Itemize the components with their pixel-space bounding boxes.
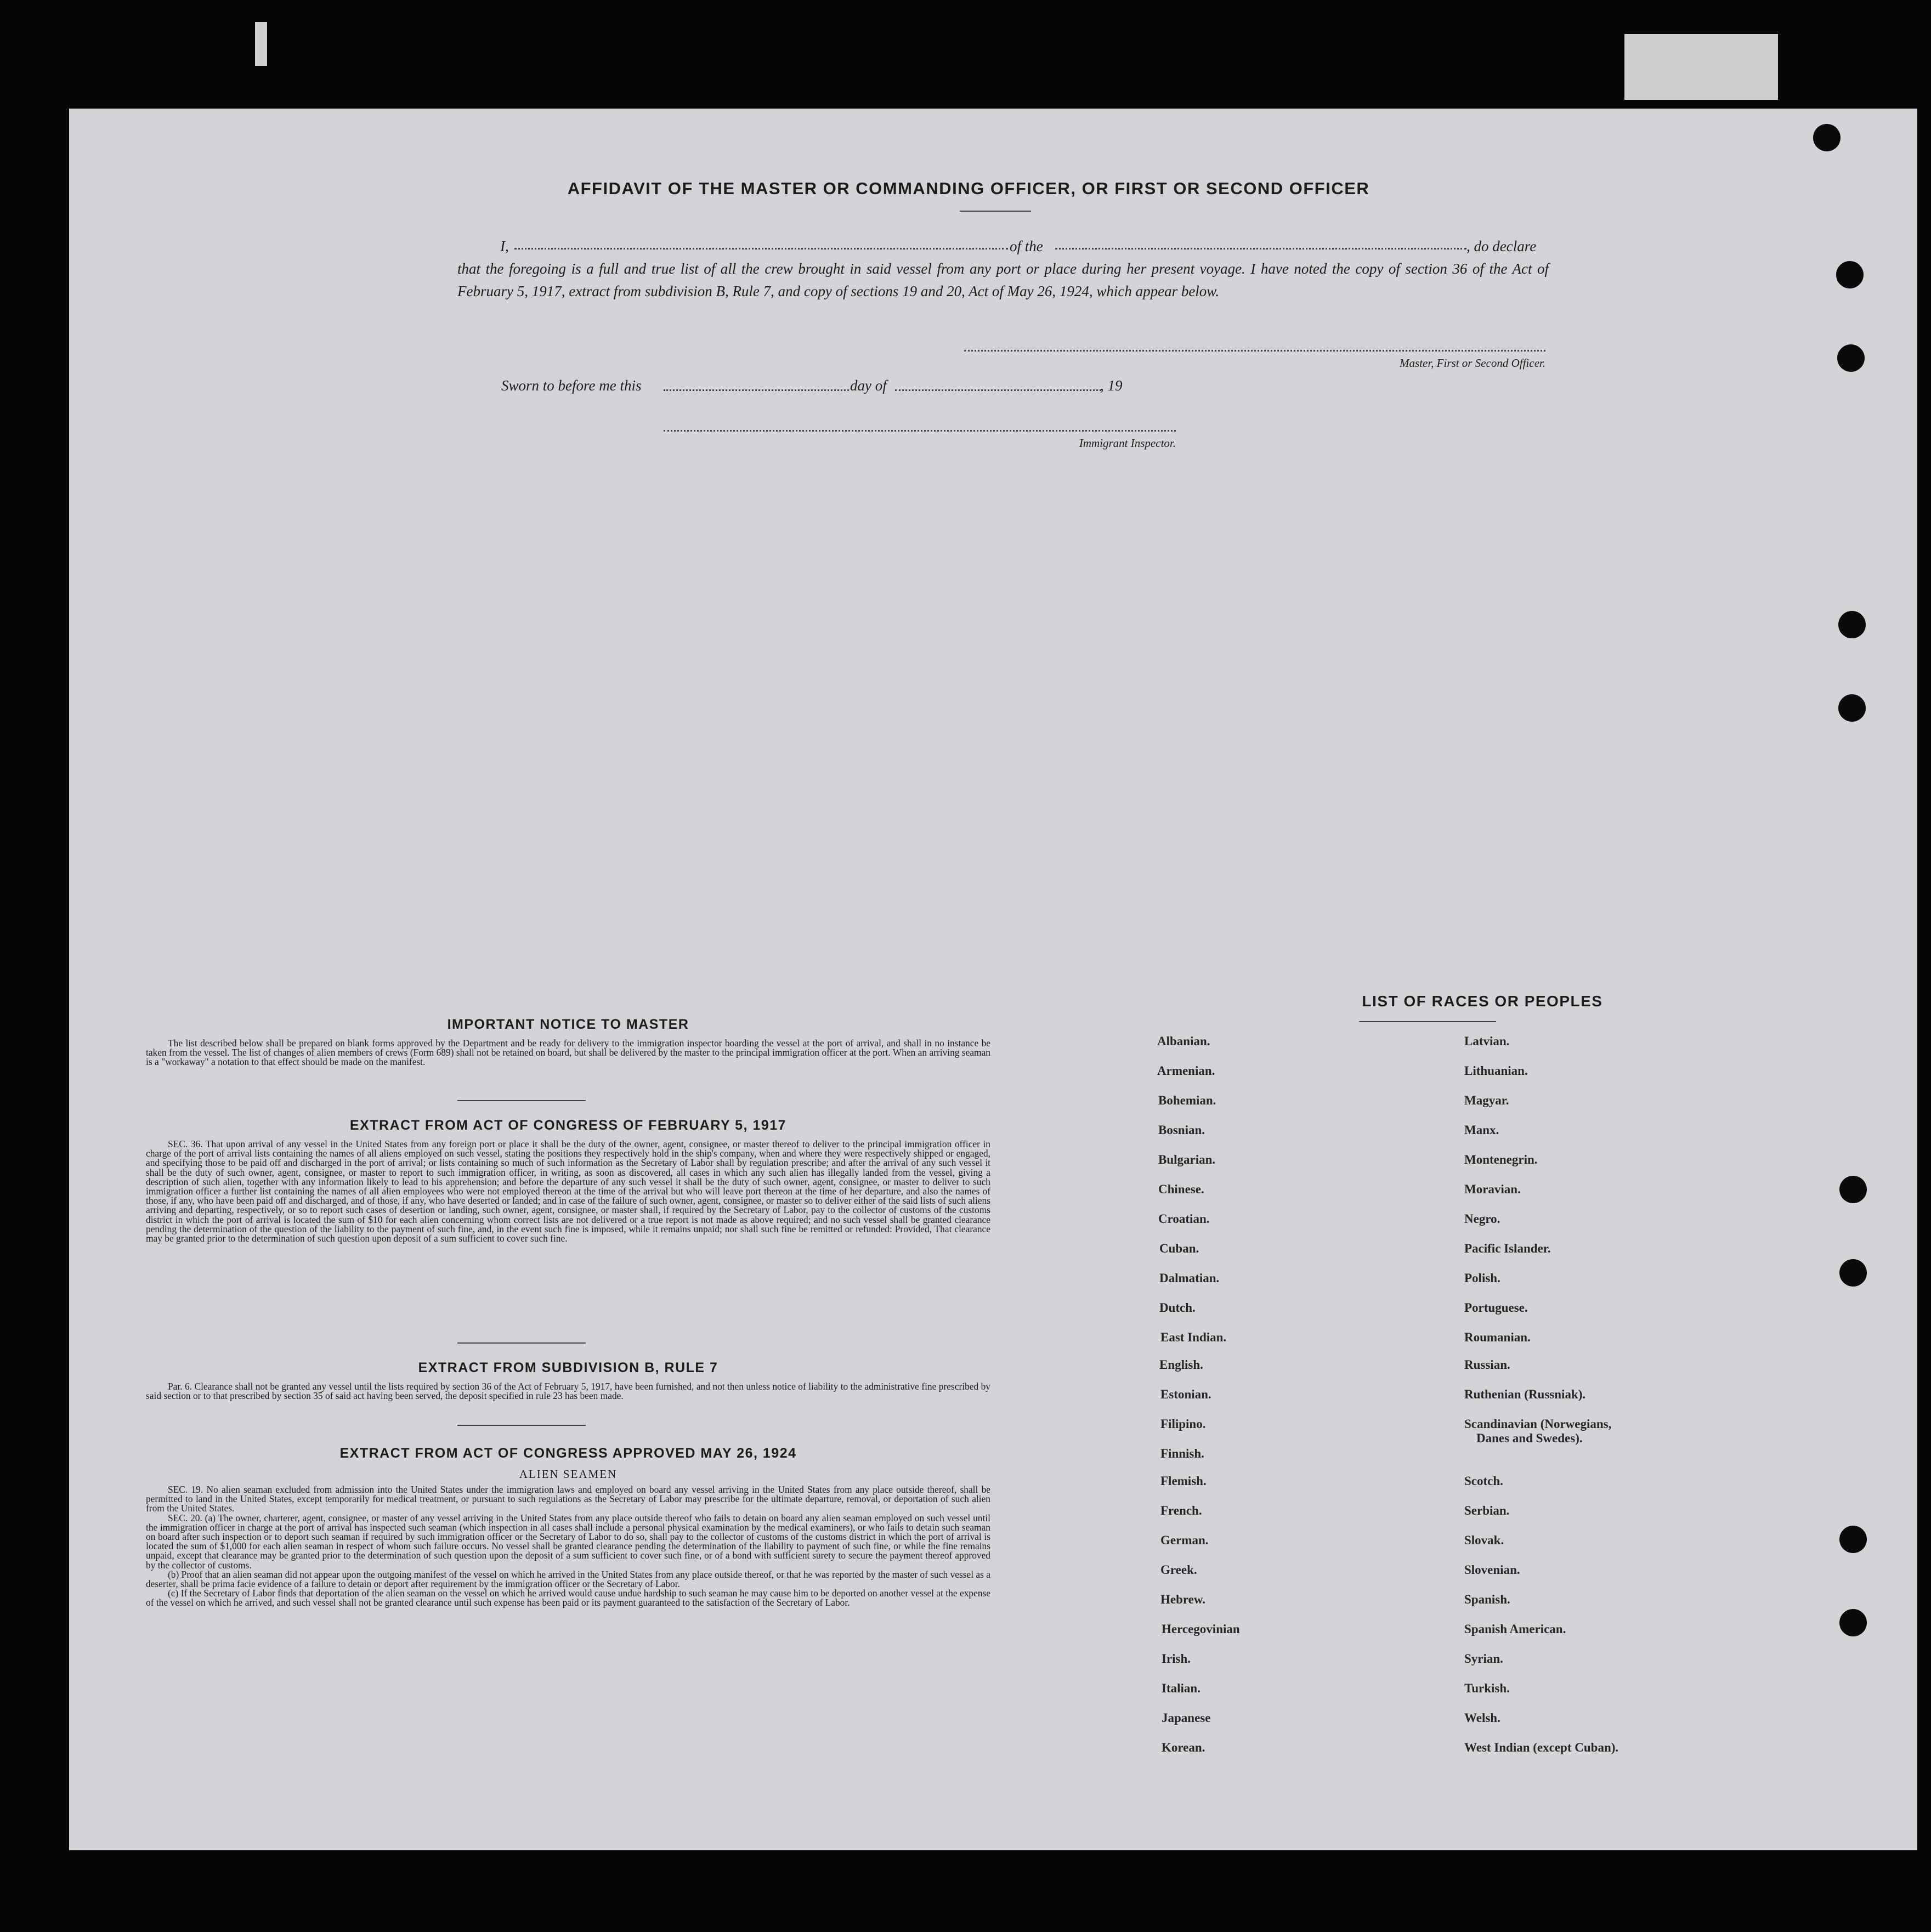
race-right-item: Serbian. bbox=[1464, 1504, 1510, 1517]
year-text: , 19 bbox=[1100, 377, 1123, 394]
race-right-item: Moravian. bbox=[1464, 1182, 1521, 1196]
section-rule bbox=[457, 1425, 586, 1426]
race-right-item: Manx. bbox=[1464, 1123, 1499, 1137]
title-rule bbox=[960, 211, 1031, 212]
race-left-item: English. bbox=[1159, 1358, 1203, 1372]
race-left-item: Dalmatian. bbox=[1159, 1271, 1220, 1285]
race-right-item: Syrian. bbox=[1464, 1652, 1503, 1665]
race-left-item: Hercegovinian bbox=[1162, 1622, 1240, 1636]
section-rule bbox=[457, 1342, 586, 1344]
sec20b-paragraph: (b) Proof that an alien seaman did not appear upon the outgoing manifest of the vessel on which he arrived in the United States from any place outside thereof, or that he was reported by the master of such vessel as a deserter, shall be prima facie evidence of a failure to detain or deport after requirement by the immigration officer or the Secretary of Labor. bbox=[146, 1568, 990, 1590]
notice-title: IMPORTANT NOTICE TO MASTER bbox=[447, 1017, 689, 1032]
punch-hole bbox=[1839, 1259, 1867, 1287]
master-signature-label: Master, First or Second Officer. bbox=[1400, 356, 1545, 370]
race-right-item: Latvian. bbox=[1464, 1034, 1510, 1048]
race-right-item: Slovak. bbox=[1464, 1533, 1504, 1547]
punch-hole bbox=[1837, 344, 1865, 372]
race-left-item: East Indian. bbox=[1160, 1330, 1227, 1344]
notice-body bbox=[146, 1039, 990, 1067]
race-left-item: Hebrew. bbox=[1160, 1593, 1205, 1606]
race-right-item: Spanish American. bbox=[1464, 1622, 1566, 1636]
alien-seamen-subtitle: ALIEN SEAMEN bbox=[519, 1468, 618, 1481]
extract-1917-title: EXTRACT FROM ACT OF CONGRESS OF FEBRUARY 5, 1917 bbox=[349, 1118, 787, 1133]
race-right-item: Spanish. bbox=[1464, 1593, 1510, 1606]
race-left-item: Irish. bbox=[1162, 1652, 1191, 1665]
extract-1924-title: EXTRACT FROM ACT OF CONGRESS APPROVED MAY 26, 1924 bbox=[339, 1446, 797, 1461]
race-left-item: Italian. bbox=[1162, 1681, 1200, 1695]
par6-paragraph: Par. 6. Clearance shall not be granted any vessel until the lists required by section 36 of the Act of February 5, 1917, have been furnished, and not then unless notice of liability to the administrative fine prescribed by said section or to that prescribed by section 35 of said act having been served, the deposit specified in rule 23 has been made. bbox=[146, 1381, 990, 1402]
extract-1924-body bbox=[146, 1485, 990, 1608]
race-left-item: Flemish. bbox=[1160, 1474, 1207, 1488]
sec19-paragraph: SEC. 19. No alien seaman excluded from admission into the United States under the immigration laws and employed on board any vessel arriving in the United States from any place outside thereof, shall be permitted to land in the United States, except temporarily for medical treatment, or pursuant to such regulations as the Secretary of Labor may prescribe for the ultimate departure, removal, or deportation of such alien from the United States. bbox=[146, 1484, 990, 1514]
extract-1917-body bbox=[146, 1140, 990, 1243]
rule7-title: EXTRACT FROM SUBDIVISION B, RULE 7 bbox=[418, 1360, 718, 1375]
race-right-item: Pacific Islander. bbox=[1464, 1242, 1551, 1255]
race-left-item: Finnish. bbox=[1160, 1447, 1204, 1460]
affidavit-i: I, bbox=[500, 238, 509, 254]
sec20c-paragraph: (c) If the Secretary of Labor finds that deportation of the alien seaman on the vessel on which he arrived would cause undue hardship to such seaman he may cause him to be deported on another vessel at the expense of the vessel on which he arrived, and such vessel shall not be granted clearance until such expense has been paid or its payment guaranteed to the satisfaction of the Secretary of Labor. bbox=[146, 1588, 990, 1608]
day-of-text: day of bbox=[850, 377, 887, 394]
sworn-month-field[interactable] bbox=[895, 389, 1101, 391]
race-left-item: Bosnian. bbox=[1158, 1123, 1205, 1137]
section-rule bbox=[457, 1100, 586, 1101]
race-left-item: Albanian. bbox=[1157, 1034, 1210, 1048]
name-field[interactable] bbox=[514, 248, 1008, 250]
master-signature-field[interactable] bbox=[964, 350, 1545, 352]
race-left-item: French. bbox=[1160, 1504, 1202, 1517]
sworn-text: Sworn to before me this bbox=[501, 377, 642, 394]
race-right-item: Roumanian. bbox=[1464, 1330, 1531, 1344]
race-left-item: Greek. bbox=[1160, 1563, 1197, 1577]
affidavit-of-the: of the bbox=[1010, 238, 1043, 254]
race-right-item: Portuguese. bbox=[1464, 1301, 1528, 1315]
race-right-item: Polish. bbox=[1464, 1271, 1500, 1285]
vessel-field[interactable] bbox=[1055, 248, 1466, 250]
race-right-item: Turkish. bbox=[1464, 1681, 1510, 1695]
race-left-item: Armenian. bbox=[1157, 1064, 1215, 1078]
document-page bbox=[69, 109, 1917, 1850]
paper-tab-top-left bbox=[255, 22, 267, 66]
races-title-rule bbox=[1359, 1021, 1496, 1022]
race-left-item: Korean. bbox=[1162, 1741, 1205, 1754]
race-right-item: Ruthenian (Russniak). bbox=[1464, 1387, 1586, 1401]
affidavit-body: that the foregoing is a full and true list of all the crew brought in said vessel from any port or place during her present voyage. I have noted the copy of section 36 of the Act of February 5, 1917, extract from subdivision B, Rule 7, and copy of sections 19 and 20, Act of May 26, 1924, which appear below. bbox=[457, 260, 1549, 299]
race-right-item: Scotch. bbox=[1464, 1474, 1503, 1488]
race-right-item: Montenegrin. bbox=[1464, 1153, 1538, 1166]
race-left-item: Bulgarian. bbox=[1158, 1153, 1216, 1166]
rule7-body bbox=[146, 1382, 990, 1401]
sec36-paragraph: SEC. 36. That upon arrival of any vessel in the United States from any foreign port or place it shall be the duty of the owner, agent, consignee, or master thereof to deliver to the principal immigration officer in charge of the port of arrival lists containing the names of all aliens employed on such vessel, stating the positions they respectively hold in the ship's company, when and where they were respectively shipped or engaged, and specifying those to be paid off and discharged in the port of arrival; or lists containing so much of such information as the Secretary of Labor shall by regulation prescribe; and after the arrival of any such vessel it shall be the duty of such owner, agent, consignee, or master to report to such immigration officer, in writing, as soon as discovered, all cases in which any such alien has illegally landed from the vessel, giving a description of such alien, together with any information likely to lead to his apprehension; and before the departure of any such vessel it shall be the duty of such owner, agent, consignee, or master to deliver to such immigration officer a further list containing the names of all alien employees who were not employed thereon at the time of the arrival but who will leave port thereon at the time of her departure, and also the names of those, if any, who have been paid off and discharged, and of those, if any, who have deserted or landed; and in case of the failure of such owner, agent, consignee, or master so to deliver either of the said lists of such aliens arriving and departing, respectively, or so to report such cases of desertion or landing, such owner, agent, consignee, or master shall, if required by the Secretary of Labor, pay to the collector of customs of the customs district in which the port of arrival is located the sum of $10 for each alien concerning whom correct lists are not delivered or a true report is not made as above required; and no such vessel shall be granted clearance pending the determination of the question of the liability to the payment of such fine, and, in the event such fine is imposed, while it remains unpaid; nor shall such fine be remitted or refunded: Provided, That clearance may be granted prior to the determination of such question upon deposit of a sum sufficient to cover such fine. bbox=[146, 1138, 990, 1244]
punch-hole bbox=[1813, 124, 1841, 151]
race-left-item: Chinese. bbox=[1158, 1182, 1204, 1196]
punch-hole bbox=[1838, 611, 1866, 638]
sec20a-paragraph: SEC. 20. (a) The owner, charterer, agent, consignee, or master of any vessel arriving in the United States from any place outside thereof who fails to detain on board any alien seaman employed on such vessel until the immigration officer in charge at the port of arrival has inspected such seaman (which inspection in all cases shall include a personal physical examination by the medical examiners), or who fails to detain such seaman on board after such inspection or to deport such seaman if required by such immigration officer or the Secretary of Labor to do so, shall pay to the collector of customs of the customs district in which the port of arrival is located the sum of $1,000 for each alien seaman in respect of whom such failure occurs. No vessel shall be granted clearance pending the determination of the liability to payment of such fine, or while the fine remains unpaid, except that clearance may be granted prior to the determination of such question upon the deposit of a sum sufficient to cover such fine, or of a bond with sufficient surety to secure the payment thereof approved by the collector of customs. bbox=[146, 1512, 990, 1571]
punch-hole bbox=[1838, 694, 1866, 722]
race-right-item: Negro. bbox=[1464, 1212, 1500, 1226]
race-right-item: Slovenian. bbox=[1464, 1563, 1520, 1577]
punch-hole bbox=[1839, 1176, 1867, 1203]
race-right-item: Lithuanian. bbox=[1464, 1064, 1528, 1078]
race-right-item: Russian. bbox=[1464, 1358, 1510, 1372]
race-left-item: German. bbox=[1160, 1533, 1209, 1547]
race-right-item: Danes and Swedes). bbox=[1476, 1431, 1583, 1445]
paper-tab-top-right bbox=[1624, 34, 1778, 100]
notice-paragraph: The list described below shall be prepared on blank forms approved by the Department and be ready for delivery to the immigration inspector boarding the vessel at the port of arrival, and shall in no instance be taken from the vessel. The list of changes of alien members of crews (Form 689) shall not be retained on board, but shall be delivered by the master to the principal immigration officer at the port. When an arriving seaman is a "workaway" a notation to that effect should be made on the manifest. bbox=[146, 1038, 990, 1068]
sworn-day-field[interactable] bbox=[664, 389, 849, 391]
race-left-item: Japanese bbox=[1162, 1711, 1211, 1725]
race-right-item: Magyar. bbox=[1464, 1094, 1509, 1107]
race-right-item: West Indian (except Cuban). bbox=[1464, 1741, 1619, 1754]
race-left-item: Estonian. bbox=[1160, 1387, 1211, 1401]
race-left-item: Dutch. bbox=[1159, 1301, 1196, 1315]
race-left-item: Croatian. bbox=[1158, 1212, 1210, 1226]
race-left-item: Cuban. bbox=[1159, 1242, 1199, 1255]
punch-hole bbox=[1836, 261, 1864, 288]
affidavit-declare: , do declare bbox=[1466, 238, 1537, 254]
race-left-item: Filipino. bbox=[1160, 1417, 1206, 1431]
punch-hole bbox=[1839, 1526, 1867, 1553]
punch-hole bbox=[1839, 1609, 1867, 1636]
affidavit-title: AFFIDAVIT OF THE MASTER OR COMMANDING OFFICER, OR FIRST OR SECOND OFFICER bbox=[567, 179, 1370, 198]
race-left-item: Bohemian. bbox=[1158, 1094, 1216, 1107]
races-title: LIST OF RACES OR PEOPLES bbox=[1362, 993, 1603, 1010]
inspector-label: Immigrant Inspector. bbox=[1079, 437, 1176, 450]
inspector-signature-field[interactable] bbox=[664, 430, 1176, 432]
race-right-item: Scandinavian (Norwegians, bbox=[1464, 1417, 1612, 1431]
race-right-item: Welsh. bbox=[1464, 1711, 1500, 1725]
